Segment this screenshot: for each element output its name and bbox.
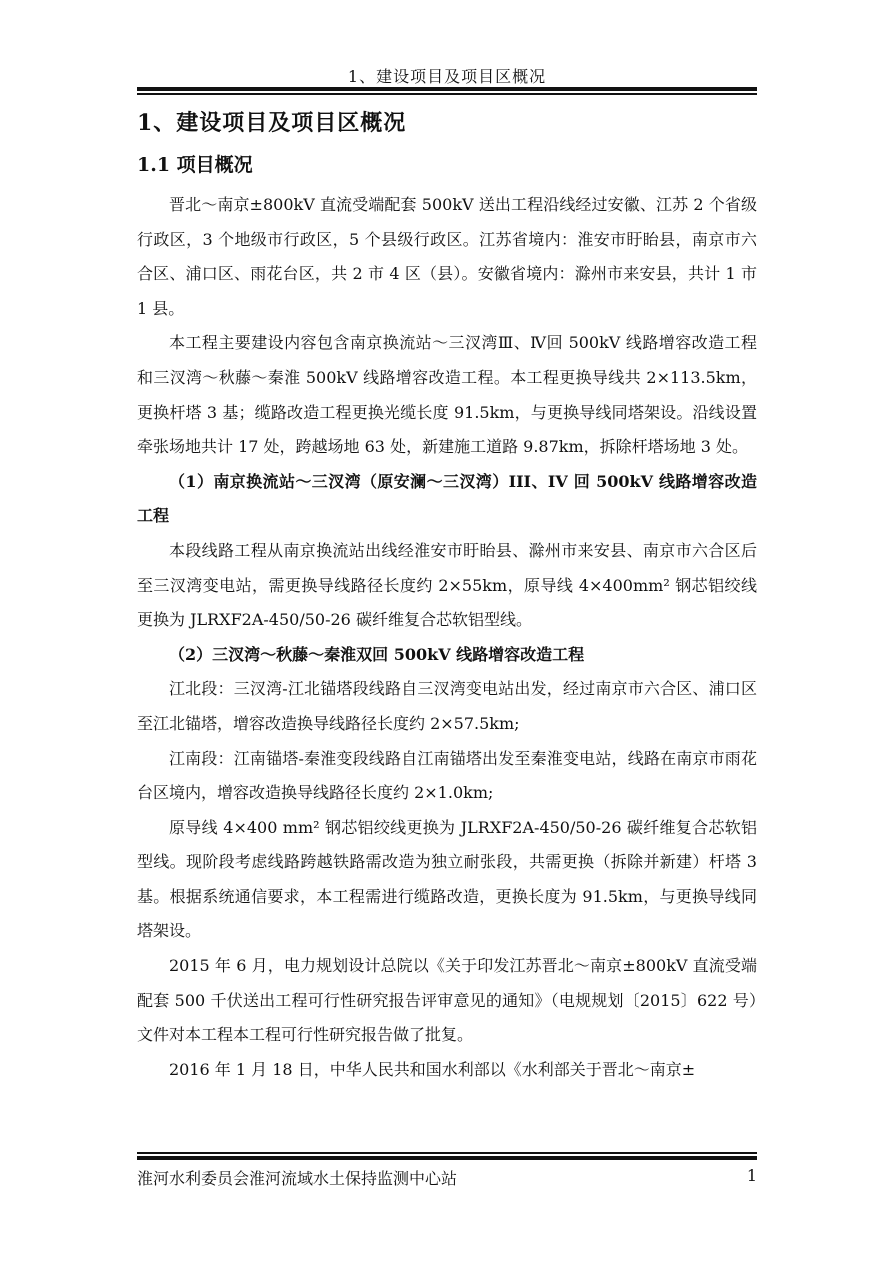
footer-organization: 淮河水利委员会淮河流域水土保持监测中心站: [137, 1169, 458, 1188]
paragraph-water-ministry: 2016 年 1 月 18 日，中华人民共和国水利部以《水利部关于晋北～南京±: [169, 1059, 696, 1079]
section-title: 1、建设项目及项目区概况: [137, 110, 407, 136]
header-rule-thick: [137, 87, 757, 91]
paragraph-part-1-detail: 本段线路工程从南京换流站出线经淮安市盱眙县、滁州市来安县、南京市六合区后至三汊湾变电站，需更换导线路径长度约 2×55km，原导线 4×400mm² 钢芯铝绞线更换为 JLRXF2A-450/50-26 碳纤维复合芯软铝型线。: [137, 540, 757, 630]
subsection-title: 1.1 项目概况: [137, 154, 253, 176]
subheading-part-1: （1）南京换流站～三汊湾（原安澜～三汊湾）III、IV 回 500kV 线路增容改造工程: [137, 471, 757, 526]
paragraph-construction-content: 本工程主要建设内容包含南京换流站～三汊湾Ⅲ、Ⅳ回 500kV 线路增容改造工程和三汊湾～秋藤～秦淮 500kV 线路增容改造工程。本工程更换导线共 2×113.5km，更换杆塔 3 基；缆路改造工程更换光缆长度 91.5km，与更换导线同塔架设。沿线设置牵张场地共计 17 处，跨越场地 63 处，新建施工道路 9.87km，拆除杆塔场地 3 处。: [137, 333, 757, 457]
paragraph-route-overview: 晋北～南京±800kV 直流受端配套 500kV 送出工程沿线经过安徽、江苏 2 个省级行政区，3 个地级市行政区，5 个县级行政区。江苏省境内：淮安市盱眙县，南京市六合区、浦口区、雨花台区，共 2 市 4 区（县）。安徽省境内：滁州市来安县，共计 1 市 1 县。: [137, 195, 757, 318]
paragraph-jiangnan-segment: 江南段：江南锚塔-秦淮变段线路自江南锚塔出发至秦淮变电站，线路在南京市雨花台区境内，增容改造换导线路径长度约 2×1.0km;: [137, 748, 757, 803]
page-body: [137, 104, 757, 1087]
header-rule-thin: [137, 93, 757, 95]
subheading-part-2: （2）三汊湾～秋藤～秦淮双回 500kV 线路增容改造工程: [169, 644, 585, 664]
paragraph-feasibility-approval: 2015 年 6 月，电力规划设计总院以《关于印发江苏晋北～南京±800kV 直流受端配套 500 千伏送出工程可行性研究报告评审意见的通知》（电规规划〔2015〕622 号）文件对本工程本工程可行性研究报告做了批复。: [137, 956, 757, 1045]
footer-rule-thin: [137, 1152, 757, 1154]
running-header-title: 1、建设项目及项目区概况: [347, 67, 547, 86]
paragraph-jiangbei-segment: 江北段：三汊湾-江北锚塔段线路自三汊湾变电站出发，经过南京市六合区、浦口区至江北锚塔，增容改造换导线路径长度约 2×57.5km;: [137, 679, 757, 733]
page-number: 1: [746, 1166, 757, 1185]
paragraph-conductor-replacement: 原导线 4×400 mm² 钢芯铝绞线更换为 JLRXF2A-450/50-26 碳纤维复合芯软铝型线。现阶段考虑线路跨越铁路需改造为独立耐张段，共需更换（拆除并新建）杆塔 3 基。根据系统通信要求，本工程需进行缆路改造，更换长度为 91.5km，与更换导线同塔架设。: [137, 817, 757, 941]
footer-rule-thick: [137, 1156, 757, 1160]
